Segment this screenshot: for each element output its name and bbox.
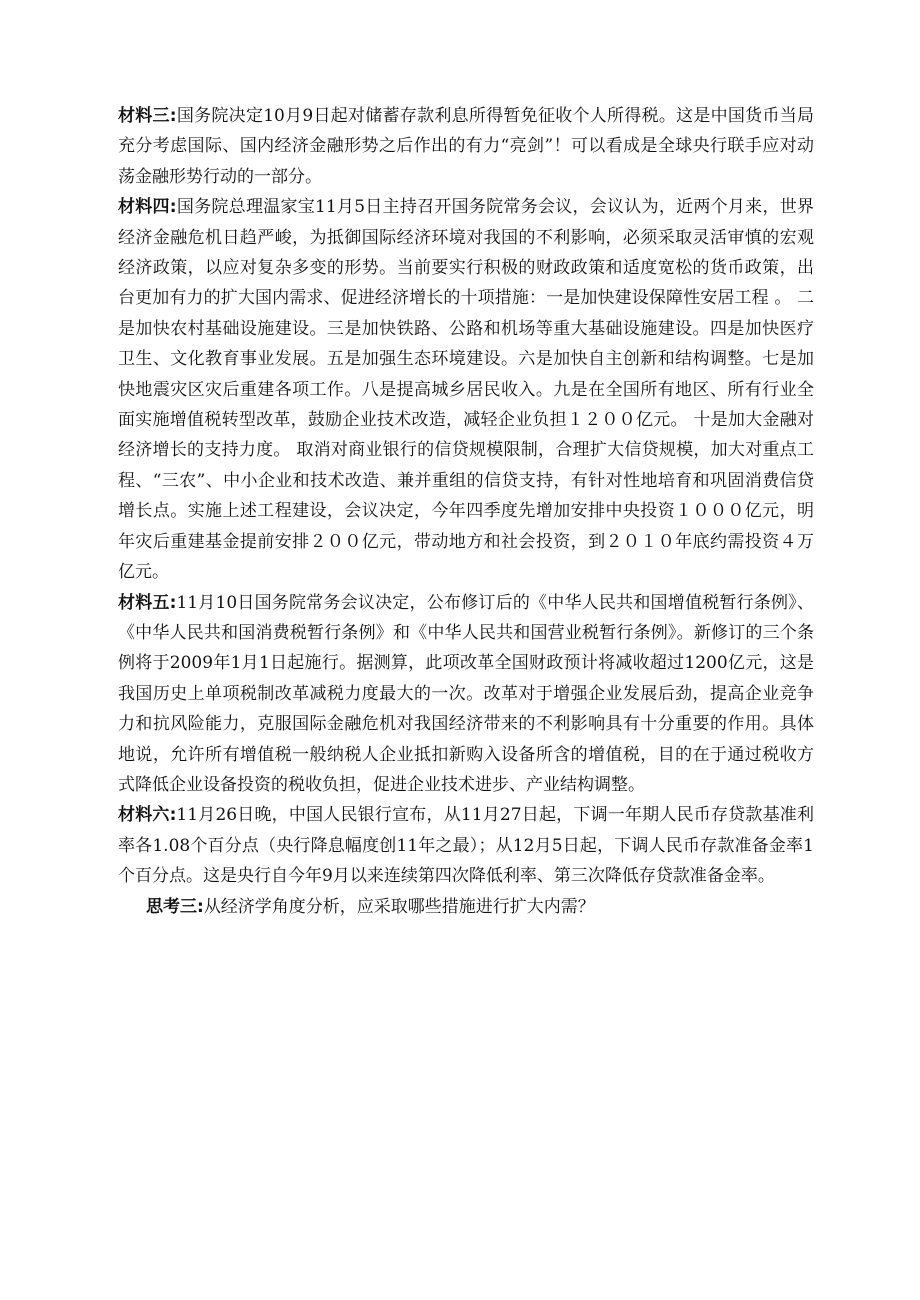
material-6-paragraph: [118, 800, 814, 891]
question-3-text: 从经济学角度分析，应采取哪些措施进行扩大内需？: [203, 896, 595, 917]
material-5-label: 材料五:: [118, 592, 177, 613]
material-3-text: 国务院决定10月9日起对储蓄存款利息所得暂免征收个人所得税。这是中国货币当局充分考虑国际、国内经济金融形势之后作出的有力“亮剑”！可以看成是全球央行联手应对动荡金融形势行动的一部分。: [118, 106, 814, 187]
material-4-label: 材料四:: [118, 197, 177, 218]
material-6-label: 材料六:: [118, 805, 177, 826]
material-4-text: 国务院总理温家宝11月5日主持召开国务院常务会议，会议认为，近两个月来，世界经济金融危机日趋严峻，为抵御国际经济环境对我国的不利影响，必须采取灵活审慎的宏观经济政策，以应对复杂多变的形势。当前要实行积极的财政政策和适度宽松的货币政策，出台更加有力的扩大国内需求、促进经济增长的十项措施：一是加快建设保障性安居工程 。 二是加快农村基础设施建设。三是加快铁路、公路和机场等重大基础设施建设。四是加快医疗卫生、文化教育事业发展。五是加强生态环境建设。六是加快自主创新和结构调整。七是加快地震灾区灾后重建各项工作。八是提高城乡居民收入。九是在全国所有地区、所有行业全面实施增值税转型改革，鼓励企业技术改造，减轻企业负担１２００亿元。 十是加大金融对经济增长的支持力度。 取消对商业银行的信贷规模限制，合理扩大信贷规模，加大对重点工程、“三农”、中小企业和技术改造、兼并重组的信贷支持，有针对性地培育和巩固消费信贷增长点。实施上述工程建设，会议决定，今年四季度先增加安排中央投资１０００亿元，明年灾后重建基金提前安排２００亿元，带动地方和社会投资，到２０１０年底约需投资４万亿元。: [118, 197, 814, 583]
material-3-label: 材料三:: [118, 106, 177, 126]
faint-watermark: [230, 968, 710, 1028]
document-page: [118, 101, 814, 922]
question-3-paragraph: [118, 892, 814, 922]
material-4-paragraph: [118, 192, 814, 587]
material-6-text: 11月26日晚，中国人民银行宣布，从11月27日起，下调一年期人民币存贷款基准利率各1.08个百分点（央行降息幅度创11年之最）；从12月5日起，下调人民币存款准备金率1个百分点。这是央行自今年9月以来连续第四次降低利率、第三次降低存贷款准备金率。: [118, 805, 814, 887]
material-3-paragraph: [118, 101, 814, 192]
material-5-text: 11月10日国务院常务会议决定，公布修订后的《中华人民共和国增值税暂行条例》、《中华人民共和国消费税暂行条例》和《中华人民共和国营业税暂行条例》。新修订的三个条例将于2009年1月1日起施行。据测算，此项改革全国财政预计将减收超过1200亿元，这是我国历史上单项税制改革减税力度最大的一次。改革对于增强企业发展后劲，提高企业竞争力和抗风险能力，克服国际金融危机对我国经济带来的不利影响具有十分重要的作用。具体地说，允许所有增值税一般纳税人企业抵扣新购入设备所含的增值税，目的在于通过税收方式降低企业设备投资的税收负担，促进企业技术进步、产业结构调整。: [118, 592, 814, 795]
material-5-paragraph: [118, 588, 814, 801]
question-3-label: 思考三:: [146, 896, 204, 917]
